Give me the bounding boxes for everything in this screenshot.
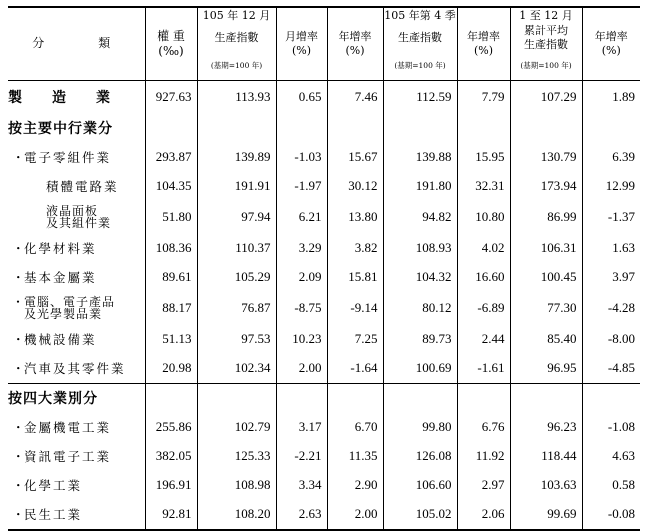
table-row xyxy=(8,500,640,530)
g3-yoy-cell: 1.63 xyxy=(582,234,640,263)
weight-cell: 88.17 xyxy=(145,292,197,325)
g2-yoy-cell: 15.95 xyxy=(457,143,510,172)
g2-index-cell: 100.69 xyxy=(383,354,457,384)
g3-index-cell: 96.23 xyxy=(510,413,582,442)
g3-index-cell: 103.63 xyxy=(510,471,582,500)
weight-cell: 20.98 xyxy=(145,354,197,384)
g2-index-cell: 80.12 xyxy=(383,292,457,325)
g2-title: 105 年第 4 季 xyxy=(383,7,457,24)
group-heading-row xyxy=(8,383,640,413)
g1-index-cell: 110.37 xyxy=(197,234,276,263)
row-label: ・基本金屬業 xyxy=(12,270,97,285)
row-label: ・化學工業 xyxy=(12,478,83,493)
g3-yoy-header: 年增率 (%) xyxy=(582,7,640,80)
g1-index-cell: 97.53 xyxy=(197,325,276,354)
g1-mom-cell: 2.00 xyxy=(276,354,327,384)
g3-yoy-cell: -4.85 xyxy=(582,354,640,384)
weight-header: 權 重 (‰) xyxy=(145,7,197,80)
g2-index-cell: 89.73 xyxy=(383,325,457,354)
row-label: 積體電路業 xyxy=(46,179,119,194)
group-heading: 按主要中行業分 xyxy=(8,121,113,137)
g2-base-label: (基期=100 年) xyxy=(383,52,457,81)
row-label: ・化學材料業 xyxy=(12,241,97,256)
g1-yoy-cell: 11.35 xyxy=(327,442,383,471)
g1-index-cell: 191.91 xyxy=(197,172,276,201)
g2-yoy-cell: 32.31 xyxy=(457,172,510,201)
table-row xyxy=(8,354,640,384)
g2-yoy-header: 年增率 (%) xyxy=(457,7,510,80)
g3-yoy-cell: -0.08 xyxy=(582,500,640,530)
g1-yoy-cell: 7.25 xyxy=(327,325,383,354)
production-index-table xyxy=(8,6,640,531)
group-heading: 按四大業別分 xyxy=(8,391,98,407)
g1-mom-cell: -8.75 xyxy=(276,292,327,325)
g1-index-cell: 113.93 xyxy=(197,80,276,114)
row-label: 液晶面板 及其組件業 xyxy=(46,204,112,230)
g3-yoy-cell: 12.99 xyxy=(582,172,640,201)
weight-cell: 104.35 xyxy=(145,172,197,201)
g3-yoy-cell: -4.28 xyxy=(582,292,640,325)
table-row xyxy=(8,234,640,263)
g3-yoy-cell: -8.00 xyxy=(582,325,640,354)
weight-cell: 92.81 xyxy=(145,500,197,530)
g2-index-cell: 108.93 xyxy=(383,234,457,263)
g1-title: 105 年 12 月 xyxy=(197,7,276,24)
row-label: ・民生工業 xyxy=(8,500,145,530)
category-header: 分 類 xyxy=(8,7,145,80)
g1-yoy-cell: 30.12 xyxy=(327,172,383,201)
g2-index-cell: 139.88 xyxy=(383,143,457,172)
g3-index-cell: 173.94 xyxy=(510,172,582,201)
g1-yoy-cell: 13.80 xyxy=(327,201,383,234)
g2-index-cell: 126.08 xyxy=(383,442,457,471)
g3-index-cell: 107.29 xyxy=(510,80,582,114)
g3-index-cell: 106.31 xyxy=(510,234,582,263)
g2-yoy-cell: 10.80 xyxy=(457,201,510,234)
g1-yoy-cell: 2.00 xyxy=(327,500,383,530)
g2-yoy-cell: 4.02 xyxy=(457,234,510,263)
g3-index-cell: 96.95 xyxy=(510,354,582,384)
g2-index-cell: 99.80 xyxy=(383,413,457,442)
g1-yoy-cell: 7.46 xyxy=(327,80,383,114)
g3-yoy-cell: 6.39 xyxy=(582,143,640,172)
g3-yoy-cell: -1.08 xyxy=(582,413,640,442)
table-row xyxy=(8,325,640,354)
g3-index-cell: 100.45 xyxy=(510,263,582,292)
g3-index-cell: 85.40 xyxy=(510,325,582,354)
g2-yoy-cell: 2.97 xyxy=(457,471,510,500)
g1-mom-header: 月增率 (%) xyxy=(276,7,327,80)
header-row-1 xyxy=(8,7,640,24)
g2-index-cell: 106.60 xyxy=(383,471,457,500)
g3-index-cell: 130.79 xyxy=(510,143,582,172)
g1-mom-cell: 3.17 xyxy=(276,413,327,442)
weight-cell: 927.63 xyxy=(145,80,197,114)
g1-yoy-cell: 15.81 xyxy=(327,263,383,292)
g1-index-cell: 125.33 xyxy=(197,442,276,471)
g1-mom-cell: -1.97 xyxy=(276,172,327,201)
g1-index-cell: 108.98 xyxy=(197,471,276,500)
g2-index-cell: 191.80 xyxy=(383,172,457,201)
g1-mom-cell: 6.21 xyxy=(276,201,327,234)
g1-mom-cell: 2.63 xyxy=(276,500,327,530)
g3-index-cell: 86.99 xyxy=(510,201,582,234)
g3-yoy-cell: 0.58 xyxy=(582,471,640,500)
table-row xyxy=(8,172,640,201)
g2-index-cell: 112.59 xyxy=(383,80,457,114)
g1-index-cell: 102.79 xyxy=(197,413,276,442)
g2-index-cell: 105.02 xyxy=(383,500,457,530)
g2-yoy-cell: 2.44 xyxy=(457,325,510,354)
row-label: ・電子零組件業 xyxy=(12,150,112,165)
row-label: 製 造 業 xyxy=(8,90,118,106)
g3-index-cell: 118.44 xyxy=(510,442,582,471)
g1-mom-cell: 3.34 xyxy=(276,471,327,500)
row-label: ・資訊電子工業 xyxy=(12,449,112,464)
g3-yoy-cell: -1.37 xyxy=(582,201,640,234)
g3-index-label: 累計平均 生產指數 xyxy=(510,24,582,52)
g2-yoy-cell: 16.60 xyxy=(457,263,510,292)
g2-yoy-cell: 6.76 xyxy=(457,413,510,442)
table-row xyxy=(8,413,640,442)
weight-cell: 196.91 xyxy=(145,471,197,500)
g1-index-cell: 105.29 xyxy=(197,263,276,292)
group-heading-row xyxy=(8,114,640,143)
g2-yoy-cell: 7.79 xyxy=(457,80,510,114)
g2-yoy-cell: -1.61 xyxy=(457,354,510,384)
weight-cell: 89.61 xyxy=(145,263,197,292)
g3-yoy-cell: 3.97 xyxy=(582,263,640,292)
g2-index-label: 生產指數 xyxy=(383,24,457,52)
row-label: ・金屬機電工業 xyxy=(12,420,112,435)
g2-yoy-cell: 2.06 xyxy=(457,500,510,530)
g1-yoy-cell: 15.67 xyxy=(327,143,383,172)
g1-yoy-header: 年增率 (%) xyxy=(327,7,383,80)
g1-yoy-cell: -1.64 xyxy=(327,354,383,384)
g1-yoy-cell: 2.90 xyxy=(327,471,383,500)
g3-base-label: (基期=100 年) xyxy=(510,52,582,81)
g3-index-cell: 77.30 xyxy=(510,292,582,325)
table-row xyxy=(8,201,640,234)
g2-index-cell: 104.32 xyxy=(383,263,457,292)
table-row xyxy=(8,143,640,172)
weight-cell: 255.86 xyxy=(145,413,197,442)
weight-cell: 293.87 xyxy=(145,143,197,172)
g1-mom-cell: 10.23 xyxy=(276,325,327,354)
weight-cell: 108.36 xyxy=(145,234,197,263)
g1-index-cell: 76.87 xyxy=(197,292,276,325)
g1-index-cell: 97.94 xyxy=(197,201,276,234)
g1-mom-cell: -1.03 xyxy=(276,143,327,172)
g1-index-label: 生產指數 xyxy=(197,24,276,52)
g1-mom-cell: -2.21 xyxy=(276,442,327,471)
g3-yoy-cell: 4.63 xyxy=(582,442,640,471)
table-row xyxy=(8,442,640,471)
row-label: ・電腦、電子產品 及光學製品業 xyxy=(12,295,116,321)
g2-yoy-cell: 11.92 xyxy=(457,442,510,471)
g1-mom-cell: 3.29 xyxy=(276,234,327,263)
row-label: ・汽車及其零件業 xyxy=(8,354,145,384)
g1-base-label: (基期=100 年) xyxy=(197,52,276,81)
table-row xyxy=(8,471,640,500)
g1-index-cell: 139.89 xyxy=(197,143,276,172)
row-label: ・機械設備業 xyxy=(12,332,97,347)
weight-cell: 51.13 xyxy=(145,325,197,354)
g3-title: 1 至 12 月 xyxy=(510,7,582,24)
g1-mom-cell: 0.65 xyxy=(276,80,327,114)
g3-index-cell: 99.69 xyxy=(510,500,582,530)
g1-yoy-cell: -9.14 xyxy=(327,292,383,325)
g1-yoy-cell: 6.70 xyxy=(327,413,383,442)
table-row xyxy=(8,292,640,325)
table-row xyxy=(8,80,640,114)
g1-yoy-cell: 3.82 xyxy=(327,234,383,263)
g2-index-cell: 94.82 xyxy=(383,201,457,234)
g2-yoy-cell: -6.89 xyxy=(457,292,510,325)
table-row xyxy=(8,263,640,292)
g1-mom-cell: 2.09 xyxy=(276,263,327,292)
g3-yoy-cell: 1.89 xyxy=(582,80,640,114)
g1-index-cell: 108.20 xyxy=(197,500,276,530)
weight-cell: 51.80 xyxy=(145,201,197,234)
g1-index-cell: 102.34 xyxy=(197,354,276,384)
weight-cell: 382.05 xyxy=(145,442,197,471)
